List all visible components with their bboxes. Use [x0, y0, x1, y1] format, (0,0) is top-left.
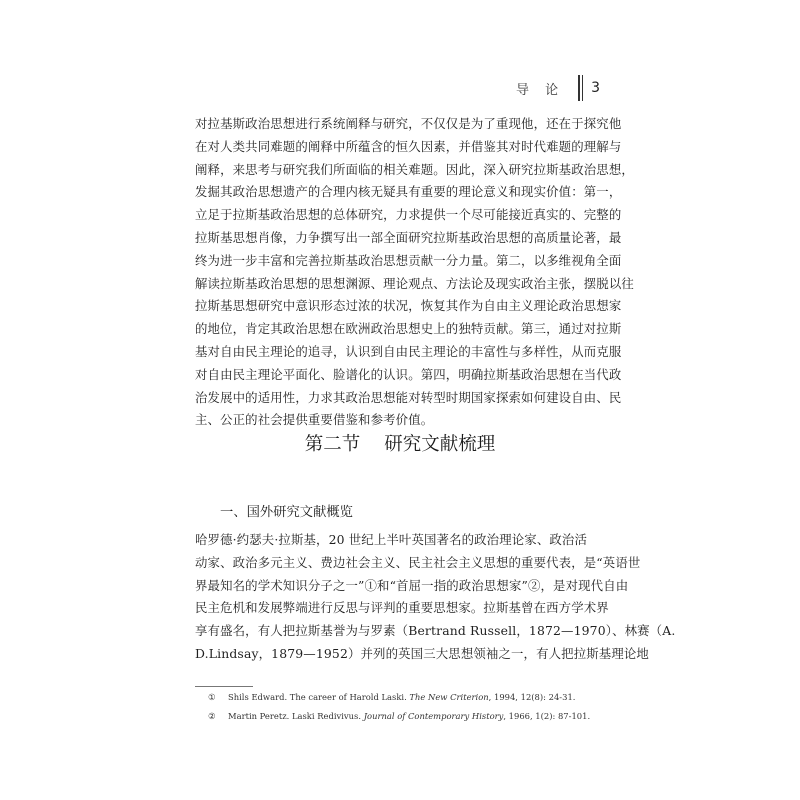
paragraph-line: 享有盛名，有人把拉斯基誉为与罗素（Bertrand Russell，1872—1970）、林赛（A.: [195, 623, 676, 639]
footnote-details: , 1966, 1(2): 87-101.: [503, 710, 591, 721]
paragraph-line: 发掘其政治思想遗产的合理内核无疑具有重要的理论意义和现实价值：第一，: [195, 184, 622, 200]
footnote-mark: ②: [208, 710, 216, 721]
footnote-citation: Shils Edward. The career of Harold Laski.: [228, 692, 410, 702]
paragraph-line: D.Lindsay，1879—1952）并列的英国三大思想领袖之一，有人把拉斯基理论地: [195, 645, 649, 661]
intro-paragraph: [195, 113, 634, 432]
footnote: [208, 688, 590, 707]
paragraph-line: 的地位，肯定其政治思想在欧洲政治思想史上的独特贡献。第三，通过对拉斯: [195, 321, 622, 337]
paragraph-line: 终为进一步丰富和完善拉斯基政治思想贡献一分力量。第二，以多维视角全面: [195, 252, 622, 268]
footnote-mark: ①: [208, 692, 216, 702]
section-number: 第二节: [304, 434, 361, 455]
header-divider: [578, 75, 580, 101]
paragraph-line: 主、公正的社会提供重要借鉴和参考价值。: [195, 412, 434, 428]
subsection-heading: 一、国外研究文献概览: [220, 505, 353, 520]
paragraph-line: 解读拉斯基政治思想的思想渊源、理论观点、方法论及现实政治主张，摆脱以往: [195, 275, 634, 291]
footnote-citation: Martin Peretz. Laski Redivivus.: [228, 710, 364, 721]
paragraph-line: 拉斯基思想研究中意识形态过浓的状况，恢复其作为自由主义理论政治思想家: [195, 298, 622, 314]
running-header: [516, 76, 600, 100]
footnote-separator: [195, 686, 253, 687]
paragraph-line: 基对自由民主理论的追寻，认识到自由民主理论的丰富性与多样性，从而克服: [195, 343, 622, 359]
paragraph-line: 立足于拉斯基政治思想的总体研究，力求提供一个尽可能接近真实的、完整的: [195, 207, 622, 223]
header-section-title: 导 论: [515, 82, 565, 98]
paragraph-line: 在对人类共同难题的阐释中所蕴含的恒久因素，并借鉴其对时代难题的理解与: [195, 138, 622, 154]
paragraph-line: 动家、政治多元主义、费边社会主义、民主社会主义思想的重要代表，是“英语世: [195, 554, 641, 570]
paragraph-line: 哈罗德·约瑟夫·拉斯基，20 世纪上半叶英国著名的政治理论家、政治活: [195, 532, 588, 547]
paragraph-line: 对拉基斯政治思想进行系统阐释与研究，不仅仅是为了重现他，还在于探究他: [195, 116, 622, 131]
footnotes: [208, 688, 590, 725]
paragraph-line: 拉斯基思想肖像，力争撰写出一部全面研究拉斯基政治思想的高质量论著，最: [195, 229, 622, 245]
paragraph-line: 治发展中的适用性，力求其政治思想能对转型时期国家探索如何建设自由、民: [195, 389, 622, 405]
footnote-details: , 1994, 12(8): 24-31.: [488, 692, 576, 702]
footnote-journal: Journal of Contemporary History: [363, 710, 504, 721]
section-heading: [0, 430, 800, 456]
header-divider-thin: [582, 75, 583, 101]
page-number: 3: [591, 80, 600, 96]
footnote: [208, 707, 590, 726]
paragraph-line: 界最知名的学术知识分子之一”①和“首屈一指的政治思想家”②，是对现代自由: [195, 577, 629, 593]
paragraph-line: 对自由民主理论平面化、脸谱化的认识。第四，明确拉斯基政治思想在当代政: [195, 366, 622, 382]
paragraph-line: 阐释，来思考与研究我们所面临的相关难题。因此，深入研究拉斯基政治思想，: [195, 161, 634, 177]
paragraph-line: 民主危机和发展弊端进行反思与评判的重要思想家。拉斯基曾在西方学术界: [195, 600, 609, 616]
section-title: 研究文献梳理: [384, 434, 496, 455]
body-paragraph: [195, 529, 676, 666]
footnote-journal: The New Criterion: [409, 692, 489, 702]
